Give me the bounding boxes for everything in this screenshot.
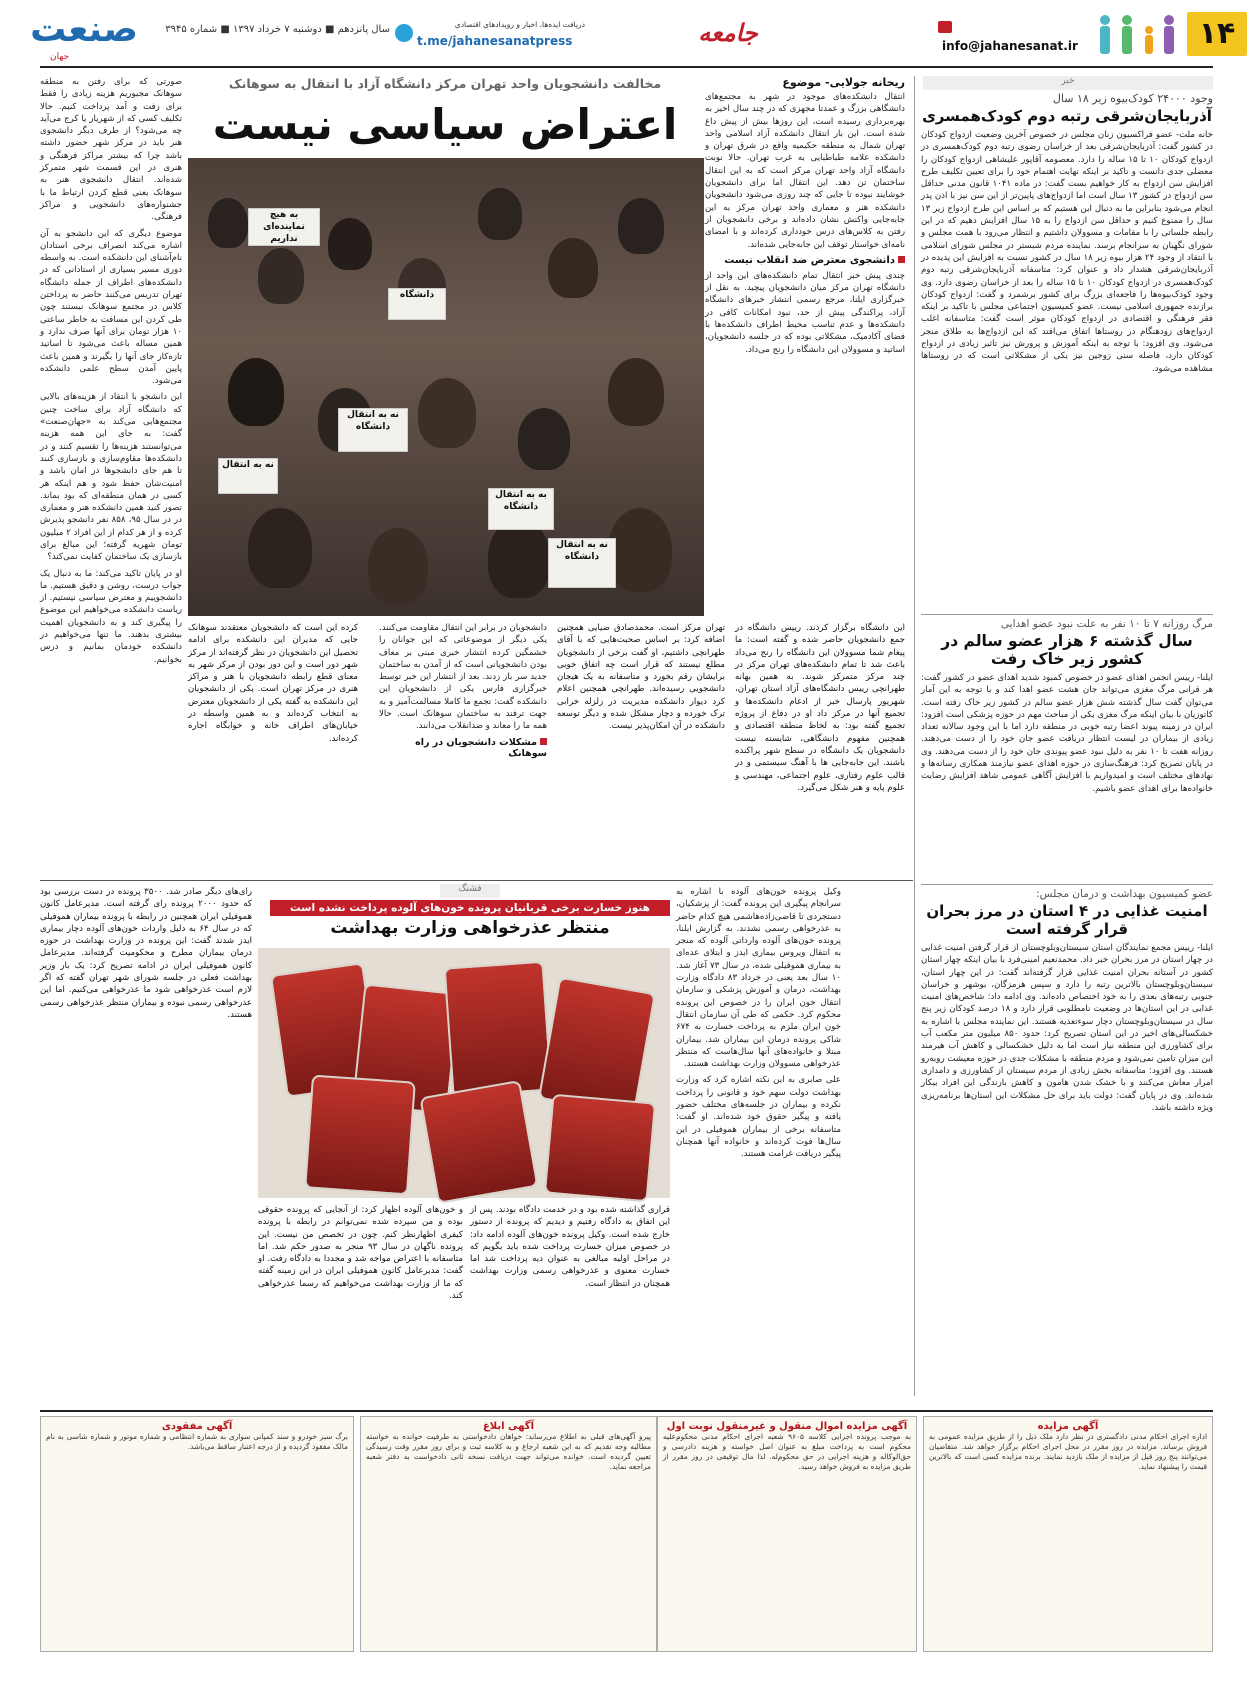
blood-mid-col: قراری گذاشته شده بود و در خدمت دادگاه بودند. پس از این اتفاق به دادگاه رفتیم و دیدیم که پرونده از دستور خارج شده است. وکیل پرونده خون‌های آلوده ادامه داد: در خصوص میزان خسارت پرداخت شده باید بگویم که در مراحل اولیه مبالغی به عنوان دیه پرداخت شد اما خسارت معنوی و عذرخواهی رسمی وزارت بهداشت همچنان در انتظار است.	[470, 1205, 670, 1289]
ad-box	[40, 1416, 354, 1652]
story-kicker: مرگ روزانه ۷ تا ۱۰ نفر به علت نبود عضو اهدایی	[1000, 618, 1213, 630]
ad-title: آگهی مزایده اموال منقول و غیرمنقول نوبت اول	[666, 1421, 908, 1432]
ad-body: به موجب پرونده اجرایی کلاسه ۹۶۰۵ شعبه اجرای احکام مدنی محکوم‌علیه محکوم است به پرداخت مبلغ به عنوان اصل خواسته و هزینه دادرسی و حق‌الوکاله و هزینه اجرایی در حق محکوم‌له. لذا مال توقیفی در روز مقرر از طریق مزایده به فروش خواهد رسید.	[663, 1432, 911, 1471]
telegram-caption: دریافت ایده‌ها، اخبار و رویدادهای اقتصادی	[454, 20, 585, 29]
page-number	[1187, 12, 1247, 56]
ad-box	[360, 1416, 657, 1652]
bullet-icon	[540, 738, 547, 745]
lead-bottom-col: تهران مرکز است. محمدصادق ضیایی همچنین اضافه کرد: بر اساس صحبت‌هایی که با آقای طهرانچی داشتیم، او گفت برخی از دانشجویان مطلع نیستند که قرار است چه اتفاق خوبی برایشان رقم بخورد و متاسفانه به یک هیجان دانشجویی رسیده‌اند. طهرانچی همچنین اعلام کرد دیوار دانشکده مدیریت در زلزله خرابی ترک خورده و دچار مشکل شده و دیگر توسعه دانشکده در آن امکان‌پذیر نیست.	[557, 623, 725, 732]
masthead	[0, 0, 1253, 68]
lead-left-p3: این دانشجو با انتقاد از هزینه‌های بالایی که دانشگاه آزاد برای ساخت چنین مجتمع‌هایی می‌کند به «جهان‌صنعت» گفت: به جای این همه هزینه می‌توانستند هزینه‌ها را تقسیم کنند و در دانشکده‌ها مقاوم‌سازی و بازسازی کنند تا هم جای دانشجوها در امان باشد و امنیت‌شان حفظ شود و هم اینکه هر کسی در همان منطقه‌ای که بود بماند. تصور کنید همین دانشکده هنر و معماری در در سال ۹۵، ۸۵۸ نفر دانشجو پذیرش کرده و از هر کدام از این افراد ۲ میلیون تومان شهریه گرفته؛ این مبالغ برای بازسازی یک ساختمان کفایت نمی‌کند؟	[40, 392, 182, 563]
lead-bottom-text: دانشجویان در برابر این انتقال مقاومت می‌کنند. یکی دیگر از موضوعاتی که این جوانان را خشمگین کرده انتشار خبری مبنی بر معاف بودن دانشجویانی است که از آمدن به ساختمان جدید سر باز زدند. بعد از انتشار این خبر توسط خبرگزاری فارس یکی از دانشجویان این دانشکده گفت: تجمع ما کاملا مسالمت‌آمیز و به جهت ترفند به ساختمان سوهانک است. حالا همه ما را معاند و ضدانقلاب می‌دانند.	[379, 623, 547, 732]
email-line	[938, 16, 1088, 53]
ad-body: برگ سبز خودرو و سند کمپانی سواری به شماره انتظامی و شماره موتور و شماره شاسی به نام مالک مفقود گردیده و از درجه اعتبار ساقط می‌باشد.	[46, 1432, 348, 1451]
lead-bottom-subhead-text: مشکلات دانشجویان در راه سوهانک	[415, 736, 547, 759]
telegram-icon	[395, 24, 413, 42]
byline: ریحانه جولایی- موضوع	[782, 76, 905, 89]
protest-sign: نه به انتقال دانشگاه	[338, 408, 408, 452]
lead-subhead	[705, 255, 905, 266]
ad-title: آگهی ابلاغ	[482, 1421, 535, 1432]
story-organ-donation	[921, 618, 1213, 880]
protest-photo	[188, 158, 704, 616]
story-title: آذربایجان‌شرقی رتبه دوم کودک‌همسری	[922, 107, 1212, 125]
protest-sign: نه به انتقال	[218, 458, 278, 494]
lead-bottom-col	[379, 622, 547, 872]
lead-subhead-text: دانشجوی معترض ضد انقلاب نیست	[724, 254, 895, 266]
ad-box	[657, 1416, 917, 1652]
ad-title: آگهی مزایده	[1037, 1421, 1099, 1432]
story-body: ایلنا- رییس مجمع نمایندگان استان سیستان‌وبلوچستان از قرار گرفتن امنیت غذایی در چهار استان در مرز بحران خبر داد. محمدنعیم امینی‌فرد با بیان اینکه چهار استان کشور در آستانه بحران امنیت غذایی قرار گرفته‌اند گفت: در این چهار استان، سیستان‌وبلوچستان بالاترین رتبه را دارد و سپس هرمزگان، بوشهر و خراسان جنوبی رتبه‌های بعدی را به خود اختصاص داده‌اند. وی ادامه داد: شاخص‌های امنیت غذایی در این استان‌ها در وضعیت نامطلوبی قرار دارد و ۱۸ درصد کودکان زیر پنج سال در سیستان‌وبلوچستان دچار سوءتغذیه هستند. این نماینده مجلس با اشاره به خشکسالی‌های اخیر در این استان تصریح کرد: حدود ۸۵۰ میلیون متر مکعب آب برای کشاورزی این منطقه نیاز است اما به دلیل خشکسالی و کاهش آب هیرمند این میزان تامین نمی‌شود و مردم منطقه با مشکلات جدی در حوزه معیشت روبه‌رو هستند. وی افزود: متاسفانه بخش زیادی از مردم سیستان از کشاورزی و دامداری امرار معاش می‌کنند و با خشک شدن هامون و کاهش بارندگی این افراد بیکار شده‌اند. وی در پایان گفت: دولت باید برای حل مشکلات این استان‌ها برنامه‌ریزی ویژه داشته باشد.	[921, 943, 1214, 1113]
blood-right-text: وکیل پرونده خون‌های آلوده با اشاره به سرانجام پیگیری این پرونده گفت: از پزشکیان، دستجردی تا قاضی‌زاده‌هاشمی هیچ کدام حاضر به عذرخواهی رسمی نشدند. به گزارش ایلنا، پرونده خون‌های آلوده وارداتی آلوده که منجر به انتقال ویروس بیماری ایدز و ابتلای عده‌ای به بیماری هموفیلی شده، در سال ۷۳ آغاز شد. ۱۰ سال بعد یعنی در خرداد ۸۳ دادگاه وزارت بهداشت، درمان و آموزش پزشکی و سازمان انتقال خون ایران را در خصوص این پرونده محکوم کرد. حکمی که طی آن سازمان انتقال خون ایران ملزم به پرداخت خسارت به ۶۷۴ شاکی پرونده درمان این بیماران شد. بیماران مبتلا و خانواده‌های آنها سال‌هاست که منتظر عذرخواهی مسوولان وزارت بهداشت هستند.	[676, 887, 841, 1070]
lead-bottom-col: کرده این است که دانشجویان معتقدند سوهانک جایی که مدیران این دانشکده برای ادامه تحصیل این دانشجویان در نظر گرفته‌اند از مرکز شهر دور است و این دور بودن از مرکز شهر به معنای قطع رابطه دانشجویان با هنر و مراکز هنری در مرکز تهران است. یکی از دانشجویان این دانشکده به گفته یکی از دانشجویان معترض به انتخاب کرده‌اند و به همین واسطه در خیابان‌های اطراف خانه و خوابگاه اجاره کرده‌اند.	[188, 623, 358, 744]
ad-box	[923, 1416, 1213, 1652]
protest-sign: به هیچ نماینده‌ای نداریم	[248, 208, 320, 246]
story-body: ایلنا- رییس انجمن اهدای عضو در خصوص کمبود شدید اهدای عضو در کشور گفت: هر قرانی مرگ مغزی می‌تواند جان هشت عضو اهدا کند و با توجه به این آمار می‌توان گفت سال گذشته شش هزار عضو سالم در کشور زیر خاک رفته است. کاتوزیان با بیان اینکه مرگ مغزی یکی از مباحث مهم در حوزه پزشکی است افزود: ایران در زمینه پیوند اعضا رتبه خوبی در منطقه دارد اما با این وجود سالانه تعداد زیادی از بیماران در لیست انتظار دریافت عضو جان خود را از دست می‌دهند. روزانه هفت تا ۱۰ نفر به دلیل نبود عضو پیوندی جان خود را از دست می‌دهند. وی در پایان تصریح کرد: فرهنگ‌سازی در حوزه اهدای عضو نیازمند همکاری رسانه‌ها و نهادهای مختلف است و امیدواریم با افزایش آگاهی عمومی شاهد افزایش رضایت خانواده‌ها برای اهدای عضو باشیم.	[921, 673, 1213, 794]
story-child-marriage	[921, 92, 1213, 612]
blood-right-text2: علی صابری به این نکته اشاره کرد که وزارت بهداشت دولت سهم خود و قانونی را پرداخت نکرده و بیماران در جلسه‌های مختلف حضور یافته و پیگیر حقوق خود شده‌اند. او گفت: متاسفانه برخی از بیماران هموفیلی در این سال‌ها فوت کرده‌اند و خانواده آنها همچنان پیگیر دریافت غرامت هستند.	[676, 1075, 841, 1160]
lead-bottom-col: این دانشگاه برگزار کردند. رییس دانشگاه در جمع دانشجویان حاضر شده و گفته است: ما پیغام شما مسوولان این دانشگاه را رنج می‌داد باعث شد تا تمام دانشکده‌های تهران مرکز در چند مرکز متمرکز شوند. به همین بهانه طهرانچی رییس دانشگاه‌های آزاد استان تهران، شهریور پارسال خبر از ادغام دانشکده‌ها و تجمیع آنها در مرکز داد او در دفاع از پروژه تجمیع گفته بود: به لحاظ منطقه اقتصادی و همچنین مفهوم دانشگاهی، شایسته نیست دانشجویان یک دانشگاه در سطح شهر پراکنده باشند. این جابه‌جایی ها با آهنگ سیستمی و در قالب علوم رفتاری، علوم اجتماعی، مهندسی و علوم پایه و هنر شکل می‌گیرد.	[735, 623, 905, 793]
story-body: خانه ملت- عضو فراکسیون زنان مجلس در خصوص آخرین وضعیت ازدواج کودکان در کشور گفت: آذربایجان‌شرقی بعد از خراسان رضوی رتبه دوم کودک‌همسری در ازدواج کودکان ۱۰ تا ۱۵ ساله را دارد. معصومه آقاپور علیشاهی ازدواج کودکان را معضلی جدی دانست و تاکید بر اینکه نهایت اهتمام خود را برای تعیین تکلیف طرح افزایش سن ازدواج به کار خواهیم بست گفت: در ماده ۱۰۴۱ قانون مدنی حداقل سن ازدواج در کشور ۱۳ سال است اما ازدواج‌های پایین‌تر از این سن نیز با اذن پدر انجام می‌شود بنابراین ما به دنبال این هستیم که بر اساس این طرح ازدواج زیر ۱۳ سال را ممنوع کنیم و حداقل سن ازدواج را به ۱۵ سال افزایش دهیم که در این رابطه جلساتی را با مقامات و مسوولان داشتیم و انتظار می‌رود با همت مجلس و شورای نگهبان به سرانجام برسد. نماینده مردم شبستر در مجلس شورای اسلامی با انتقاد از وجود ۲۴ هزار بیوه زیر ۱۸ سال در کشور نسبت به افزایش این پدیده در آذربایجان‌شرقی هشدار داد و عنوان کرد: متاسفانه آذربایجان‌شرقی رتبه دوم کودک‌همسری در ازدواج کودکان ۱۰ تا ۱۵ ساله را بعد از خراسان رضوی دارد. وی وجود کودک‌بیوه‌ها را فاجعه‌ای بزرگ برای کشور برشمرد و گفت: ازدواج کودکان برازنده جمهوری اسلامی نیست. عضو کمیسیون اجتماعی مجلس با تاکید بر اینکه فقر فرهنگی و اقتصادی در ازدواج کودکان موثر است گفت: متاسفانه اغلب ازدواج‌های زودهنگام در روستاها اتفاق می‌افتد که این ازدواج‌ها به طلاق منجر می‌شود. وی افزود: با توجه به اینکه آموزش و پرورش نیز تاثیر زیادی در ازدواج کودکان دارد، فاصله سنی زوجین نیز یکی از مشکلاتی است که در روستاها مشاهده می‌شود.	[921, 130, 1214, 374]
story-kicker: عضو کمیسیون بهداشت و درمان مجلس:	[1036, 888, 1213, 900]
section-name: جامعه	[698, 18, 758, 47]
blood-story-kicker: هنوز خسارت برخی قربانیان پرونده خون‌های آلوده پرداخت نشده است	[270, 900, 670, 916]
lead-kicker: مخالفت دانشجویان واحد تهران مرکز دانشگاه آزاد با انتقال به سوهانک	[228, 76, 662, 91]
blood-left-col: و خون‌های آلوده اظهار کرد: از آنجایی که پرونده حقوقی بوده و من سپرده شده نمی‌توانم در رابطه با پرونده کیفری اظهارنظر کنم. چون در تخصص من نیست. این پرونده ناگهان در سال ۹۳ منجر به صدور حکم شد. اما متاسفانه با اعتراض مواجه شد و مجددا به دادگاه رفت. او گفت: مدیرعامل کانون هموفیلی ایران در این زمینه گفته که ما از وزارت بهداشت می‌خواهیم که رسما عذرخواهی کند.	[258, 1205, 463, 1302]
telegram-box	[395, 18, 585, 58]
telegram-link[interactable]: t.me/jahanesanatpress	[417, 34, 573, 48]
issue-line: سال پانزدهم ■ دوشنبه ۷ خرداد ۱۳۹۷ ■ شماره ۳۹۴۵	[165, 24, 390, 35]
ad-title: آگهی مفقودی	[161, 1421, 233, 1432]
story-kicker: وجود ۲۴۰۰۰ کودک‌بیوه زیر ۱۸ سال	[1052, 92, 1213, 105]
story-title: امنیت غذایی در ۴ استان در مرز بحران قرار گرفته است	[926, 902, 1208, 938]
logo-sub: جهان	[50, 52, 70, 62]
protest-sign: به به انتقال دانشگاه	[488, 488, 554, 530]
blood-story-title: منتظر عذرخواهی وزارت بهداشت	[330, 918, 610, 938]
story-title: سال گذشته ۶ هزار عضو سالم در کشور زیر خاک رفت	[941, 632, 1193, 668]
protest-sign: دانشگاه	[388, 288, 446, 320]
blood-far-left-col: رای‌های دیگر صادر شد. ۳۵۰۰ پرونده در دست بررسی بود که حدود ۲۰۰۰ پرونده رای گرفته است. مدیرعامل کانون هموفیلی ایران همچنین در رابطه با پرونده بیماران هموفیلی که در سال ۶۴ به دلیل واردات خون‌های آلوده دچار بیماری ایدز شدند گفت: این پرونده در وزارت بهداشت در حوزه درمان بیماران مطرح و محکومیت گرفته‌اند. مدیرعامل کانون هموفیلی ایران در ادامه تصریح کرد: یک بار وزیر بهداشت فعلی در جلسه شورای شهر تهران گفته که اگر لازم است عذرخواهی شود ما عذرخواهی می‌کنیم. اما این عذرخواهی رسمی نبوده و بیماران منتظر عذرخواهی رسمی هستند.	[40, 887, 253, 1020]
lead-col1: انتقال دانشکده‌های موجود در شهر به مجتمع‌های دانشگاهی بزرگ و عمدتا مجهزی که در چند سال اخیر به بهره‌برداری رسیده است، این روزها بیش از پیش داغ شده است. این بار انتقال دانشکده آزاد اسلامی واحد تهران شمال به منطقه حکیمیه واقع در شرق تهران و دانشکده علامه طباطبایی به غرب تهران. حالا نوبت دانشگاه آزاد واحد تهران مرکز است که به این انتقال ساختمان تن دهد. این انتقال اما برای دانشجویان خوشایند نبوده تا جایی که چند روزی می‌شود دانشجویان دانشکده هنر و معماری واحد تهران مرکز به این جابه‌جایی واکنش نشان داده‌اند و برخی دانشجویان از رفتن به کلاس‌های درس خودداری کرده‌اند و با امضای نامه‌ای خواستار توقف این جابه‌جایی شده‌اند.	[705, 92, 905, 250]
news-sidebar-label	[923, 76, 1213, 90]
mail-icon	[938, 21, 952, 33]
blood-bags-photo	[258, 948, 670, 1198]
blood-story-tag: فشنگ	[440, 884, 500, 898]
story-food-security	[921, 888, 1213, 1398]
logo-text: صنعت	[30, 9, 138, 50]
lead-left-p1: صورتی که برای رفتن به منطقه سوهانک مجبوریم هزینه زیادی را فقط برای رفت و آمد پرداخت کنیم. حالا تکلیف کسی که از شهریار یا کرج می‌آید چه می‌شود؟ از طرف دیگر دانشجوی هنر باید در مرکز شهر حضور داشته باشد چرا که بیشتر مراکز فرهنگی و هنری در این قسمت شهر متمرکز شده‌اند. انتقال دانشجوی هنر به سوهانک یعنی قطع کردن ارتباط ما با جشنواره‌های دانشجویی و مراکز فرهنگی.	[40, 77, 182, 223]
lead-left-column	[40, 76, 182, 866]
lead-bottom-subhead	[379, 737, 547, 759]
family-icon	[1093, 12, 1183, 56]
ad-body: پیرو آگهی‌های قبلی به اطلاع می‌رساند: خواهان دادخواستی به طرفیت خوانده به خواسته مطالبه وجه تقدیم که به این شعبه ارجاع و به کلاسه ثبت و برای روز مقرر وقت رسیدگی تعیین گردیده است. خوانده می‌تواند جهت دریافت نسخه ثانی دادخواست به دفتر شعبه مراجعه نماید.	[366, 1432, 651, 1471]
lead-byline-column	[705, 76, 905, 616]
protest-sign: نه به انتقال دانشگاه	[548, 538, 616, 588]
sidebar-tag: خبر	[1061, 76, 1075, 86]
ad-body: اداره اجرای احکام مدنی دادگستری در نظر دارد ملک ذیل را از طریق مزایده عمومی به فروش برساند. مزایده در روز مقرر در محل اجرای احکام برگزار خواهد شد. متقاضیان می‌توانند پنج روز قبل از مزایده از ملک بازدید نمایند. برنده مزایده کسی است که بالاترین قیمت را پیشنهاد نماید.	[929, 1432, 1207, 1471]
email-link[interactable]: info@jahanesanat.ir	[942, 38, 1078, 53]
lead-col1b: چندی پیش خبر انتقال تمام دانشکده‌های این واحد از دانشگاه تهران مرکز میان دانشجویان پیچید. به نقل از خبرگزاری ایلنا، مرجع رسمی انتشار خبرهای دانشگاه آزاد، پراکندگی پیش از حد، نبود امکانات کافی در دانشکده‌ها و عدم تناسب محیط اطراف دانشکده‌ها با فضای آکادمیک، مشکلاتی بوده که در جلسه دانشجویان، اساتید و مسوولان این دانشگاه را رنج می‌داد.	[705, 270, 905, 355]
bullet-icon	[898, 256, 905, 263]
lead-left-p2: موضوع دیگری که این دانشجو به آن اشاره می‌کند انصراف برخی استادان نام‌آشنای این دانشکده است. به واسطه دوری مسیر بسیاری از استادانی که در دانشکده‌های اطراف از جمله دانشگاه تهران تدریس می‌کنند حاضر به پرداختن کلاس در مجتمع سوهانک نیستند چون طی کردن این مسافت به خاطر ساعتی ۱۰ هزار تومان برای آنها صرف ندارد و همین مساله باعث می‌شود تا اساتید تازه‌کار جای آنها را بگیرند و همین باعث پایین آمدن سطح علمی دانشکده می‌شود.	[40, 228, 182, 387]
newspaper-logo	[30, 6, 138, 62]
page-number-text: ۱۴	[1198, 16, 1236, 51]
lead-left-p4: او در پایان تاکید می‌کند: ما به دنبال یک جواب درست، روشن و دقیق هستیم. ما دانشجوییم و معترض سیاسی نیستیم. از ریاست دانشکده می‌خواهیم این موضوع را پیگیری کند و به دانشجویان اهمیت بیشتری بدهند. ما تنها می‌خواهیم در دانشکده خودمان بمانیم و درس بخوانیم.	[40, 568, 182, 665]
lead-title: اعتراض سیاسی نیست	[212, 100, 678, 149]
blood-right-col	[676, 886, 841, 1406]
